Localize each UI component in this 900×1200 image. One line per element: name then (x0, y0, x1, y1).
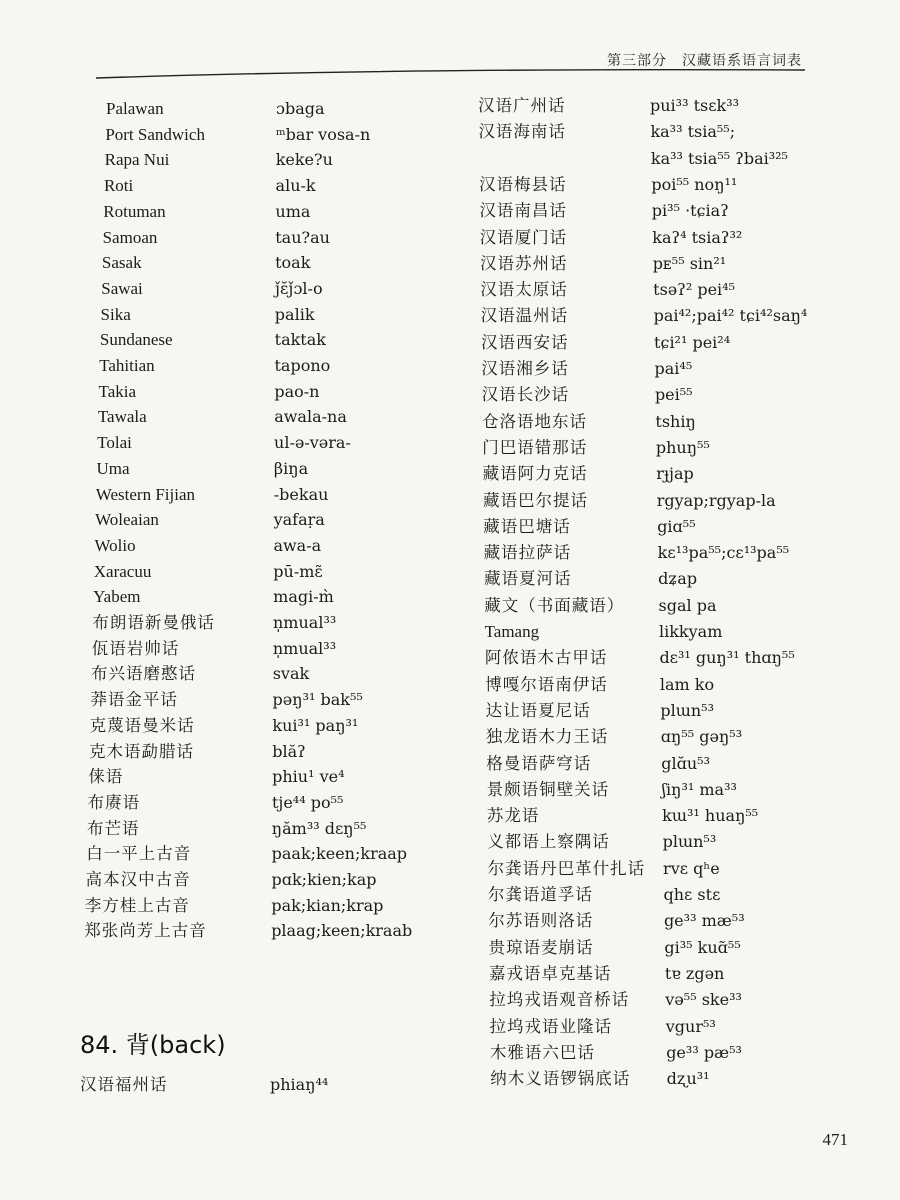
word-form: plɯn⁵³ (660, 700, 715, 720)
language-name: 藏文（书面藏语） (484, 595, 625, 615)
language-name: 格曼语萨穹话 (486, 753, 592, 773)
word-form: glɑ̆u⁵³ (661, 753, 710, 773)
language-name: 克木语勐腊话 (89, 741, 194, 761)
language-name: Roti (103, 176, 134, 196)
language-name: 达让语夏尼话 (485, 700, 591, 720)
word-entry (0, 910, 900, 935)
language-name: 布芒语 (86, 818, 140, 838)
language-name: Rapa Nui (104, 150, 170, 170)
language-name: Tahitian (99, 356, 155, 375)
word-form: dʐu³¹ (666, 1069, 710, 1089)
language-name: 仓洛语地东话 (481, 411, 587, 431)
word-form: tɕi²¹ pei²⁴ (654, 332, 731, 352)
word-form: tshiŋ (655, 411, 696, 431)
language-name: Sasak (101, 253, 142, 273)
word-entry (0, 726, 900, 751)
word-entry (0, 595, 900, 620)
section-title: 84. 背(back) (80, 1031, 226, 1059)
word-form: pəŋ³¹ bak⁵⁵ (272, 690, 363, 710)
language-name: Rotuman (103, 201, 166, 221)
header-rule (0, 64, 900, 94)
word-entry (0, 568, 900, 593)
language-name: 布兴语磨憨话 (91, 664, 197, 684)
word-entry (0, 963, 900, 988)
language-name: 李方桂上古音 (84, 895, 190, 915)
language-name: Uma (96, 458, 130, 478)
word-form: pū-mɛ̃ (273, 561, 323, 581)
word-entry (0, 148, 900, 173)
word-entry (0, 358, 900, 383)
word-form: pao-n (274, 381, 320, 401)
word-entry (0, 253, 900, 278)
word-form: ge³³ mæ⁵³ (663, 911, 745, 931)
word-entry (0, 332, 900, 357)
word-form: keke?u (275, 150, 333, 170)
word-entry (0, 95, 900, 120)
word-form: blăʔ (272, 741, 306, 761)
language-name: 汉语西安话 (480, 332, 569, 352)
language-name: 高本汉中古音 (85, 870, 191, 889)
word-form: lam ko (659, 674, 715, 694)
language-name: Tawala (97, 407, 147, 427)
word-form: gi³⁵ kuɑ̃⁵⁵ (664, 937, 741, 957)
language-name: 尔苏语则洛话 (488, 911, 594, 931)
language-name: 汉语湘乡话 (481, 359, 569, 378)
language-name: 嘉戎语卓克基话 (488, 963, 612, 983)
word-entry (0, 674, 900, 699)
language-name: Yabem (93, 587, 141, 607)
language-name: 汉语厦门话 (479, 227, 568, 247)
word-form: palik (274, 304, 315, 324)
language-name: 藏语拉萨话 (483, 543, 572, 563)
language-name: 贵琼语麦崩话 (488, 937, 594, 957)
language-name: 拉坞戎语业隆话 (489, 1016, 613, 1036)
word-form: pɑk;kien;kap (271, 870, 377, 889)
word-form: ʃiŋ³¹ ma³³ (661, 779, 737, 799)
language-name: 独龙语木力王话 (485, 727, 609, 747)
word-form: tje⁴⁴ po⁵⁵ (271, 792, 344, 812)
language-name: 藏语巴塘话 (483, 516, 571, 536)
word-entry (0, 989, 900, 1014)
word-form: rvɛ qʰe (663, 858, 720, 878)
word-entry (0, 805, 900, 830)
language-name: Western Fijian (95, 484, 195, 504)
word-form: tɐ zgən (664, 963, 725, 983)
word-form: likkyam (659, 622, 723, 641)
language-name: 藏语夏河话 (483, 569, 572, 589)
word-form: vgur⁵³ (665, 1016, 716, 1036)
word-form: kui³¹ paŋ³¹ (272, 715, 359, 735)
language-name: Tamang (484, 622, 540, 641)
word-form: phuŋ⁵⁵ (655, 437, 710, 457)
running-header: 第三部分 汉藏语系语言词表 (607, 53, 802, 69)
language-name: 尔龚语道孚话 (487, 885, 593, 904)
language-name: 俫语 (88, 767, 124, 787)
word-form: qhɛ stɛ (663, 885, 721, 904)
word-form: ge³³ pæ⁵³ (666, 1042, 742, 1062)
word-form: n̩mual³³ (273, 613, 337, 632)
word-entry (0, 1074, 900, 1099)
language-name: 白一平上古音 (86, 844, 192, 864)
word-entry (0, 516, 900, 541)
word-form: ŋăm³³ dɛŋ⁵⁵ (271, 818, 367, 838)
language-name: Port Sandwich (105, 124, 205, 144)
language-name: 景颇语铜壁关话 (486, 779, 610, 799)
word-entry (0, 227, 900, 252)
word-form: kɯ³¹ huaŋ⁵⁵ (662, 806, 759, 826)
word-form: pak;kian;krap (271, 895, 384, 915)
word-entry (0, 937, 900, 962)
language-name: Takia (98, 381, 137, 401)
word-form: dʑap (658, 569, 698, 589)
word-entry (0, 384, 900, 409)
word-form: və⁵⁵ ske³³ (665, 990, 742, 1010)
word-form: awala-na (274, 407, 347, 427)
language-name: 汉语苏州话 (479, 253, 568, 273)
word-form: rgyap;rgyap-la (656, 490, 776, 510)
word-form: sgal pa (658, 595, 717, 615)
language-name: Palawan (106, 99, 164, 118)
word-form: ǰɛ̆ǰɔl-o (274, 278, 323, 298)
language-name: 佤语岩帅话 (91, 638, 180, 658)
language-name: 汉语长沙话 (481, 385, 570, 405)
word-entry (0, 542, 900, 567)
word-entry (0, 437, 900, 462)
word-entry (0, 884, 900, 909)
word-form: tau?au (275, 227, 330, 247)
word-form: phiu¹ ve⁴ (272, 767, 345, 787)
word-entry (0, 753, 900, 778)
word-entry (0, 490, 900, 515)
language-name: Samoan (102, 227, 158, 247)
language-name: 郑张尚芳上古音 (84, 921, 207, 941)
word-form: uma (275, 201, 311, 221)
word-form: ka³³ tsia⁵⁵; (650, 122, 736, 142)
language-name: Woleaian (95, 510, 159, 530)
word-entry (0, 279, 900, 304)
word-form: pai⁴⁵ (654, 359, 693, 378)
language-name: 克蔑语曼米话 (89, 715, 195, 735)
word-entry (0, 700, 900, 725)
word-form: ɔbaga (276, 99, 325, 118)
language-name: 阿侬语木古甲话 (484, 648, 608, 668)
word-form: ᵐbar vosa-n (275, 124, 371, 144)
word-form: phiaŋ⁴⁴ (270, 1075, 329, 1094)
word-form: dɛ³¹ guŋ³¹ thɑŋ⁵⁵ (659, 648, 795, 668)
word-form: plaag;keen;kraab (271, 921, 413, 941)
word-form: plɯn⁵³ (662, 832, 717, 852)
language-name: 木雅语六巴话 (489, 1042, 595, 1062)
language-name: Sawai (101, 278, 143, 298)
language-name: Tolai (97, 433, 132, 453)
word-form: paak;keen;kraap (271, 844, 408, 864)
language-name: 汉语梅县话 (478, 174, 567, 194)
language-name: 纳木义语锣锅底话 (490, 1069, 631, 1089)
word-form: pᴇ⁵⁵ sin²¹ (652, 253, 727, 273)
word-form: pai⁴²;pai⁴² tɕi⁴²saŋ⁴ (653, 306, 808, 326)
word-form: ɑŋ⁵⁵ gəŋ⁵³ (660, 727, 743, 747)
word-entry (0, 200, 900, 225)
word-form: rɟjap (656, 464, 694, 484)
word-form: ul-ə-vəra- (274, 433, 351, 453)
word-form: tsəʔ² pei⁴⁵ (653, 280, 735, 300)
word-form: kaʔ⁴ tsiaʔ³² (652, 227, 743, 247)
word-entry (0, 858, 900, 883)
word-form: taktak (274, 330, 326, 350)
language-name: 汉语温州话 (480, 306, 569, 326)
word-form: pi³⁵ ·tɕiaʔ (651, 201, 729, 221)
word-entry (0, 463, 900, 488)
word-entry (0, 621, 900, 646)
word-entry (0, 831, 900, 856)
word-entry (0, 121, 900, 146)
language-name: 汉语太原话 (480, 280, 568, 300)
language-name: 汉语南昌话 (479, 201, 567, 221)
word-form: pei⁵⁵ (654, 385, 693, 405)
word-form: yafaṛa (273, 510, 325, 530)
language-name: 藏语阿力克话 (482, 464, 588, 484)
word-entry (0, 411, 900, 436)
word-form: awa-a (273, 535, 322, 555)
language-name: Xaracuu (93, 561, 152, 581)
language-name: Sika (100, 304, 131, 324)
language-name: 门巴语错那话 (482, 437, 588, 457)
language-name: 尔龚语丹巴革什扎话 (487, 858, 646, 878)
page-number: 471 (822, 1130, 848, 1149)
word-form: toak (275, 253, 311, 273)
word-form: kɛ¹³pa⁵⁵;cɛ¹³pa⁵⁵ (657, 543, 790, 563)
language-name: 汉语广州话 (478, 96, 566, 115)
word-form: tapono (274, 356, 331, 375)
language-name: 义都语上察隅话 (487, 832, 610, 852)
word-form: pui³³ tsɛk³³ (650, 96, 740, 115)
word-form: giɑ⁵⁵ (657, 516, 696, 536)
word-entry (0, 779, 900, 804)
word-form: poi⁵⁵ noŋ¹¹ (651, 174, 738, 194)
language-name: 藏语巴尔提话 (482, 490, 588, 510)
language-name: 苏龙语 (486, 806, 540, 826)
language-name: 莽语金平话 (90, 690, 178, 710)
language-name: 拉坞戎语观音桥话 (489, 990, 630, 1010)
word-entry (0, 305, 900, 330)
language-name: 汉语海南话 (478, 122, 566, 142)
word-form: ka³³ tsia⁵⁵ ʔbai³²⁵ (650, 148, 788, 168)
word-form: svak (272, 664, 310, 684)
word-form: alu-k (275, 176, 316, 196)
language-name: 布赓语 (87, 792, 141, 812)
language-name: 布朗语新曼俄话 (92, 613, 215, 632)
word-entry (0, 647, 900, 672)
word-form: n̩mual³³ (272, 638, 337, 658)
word-form: magi-m̀ (273, 587, 334, 607)
language-name: 汉语福州话 (80, 1075, 168, 1094)
word-form: -bekau (273, 484, 329, 504)
language-name: 博嘎尔语南伊话 (485, 674, 608, 694)
word-form: βiŋa (273, 458, 309, 478)
word-entry (0, 174, 900, 199)
language-name: Wolio (94, 535, 136, 555)
language-name: Sundanese (99, 330, 173, 350)
